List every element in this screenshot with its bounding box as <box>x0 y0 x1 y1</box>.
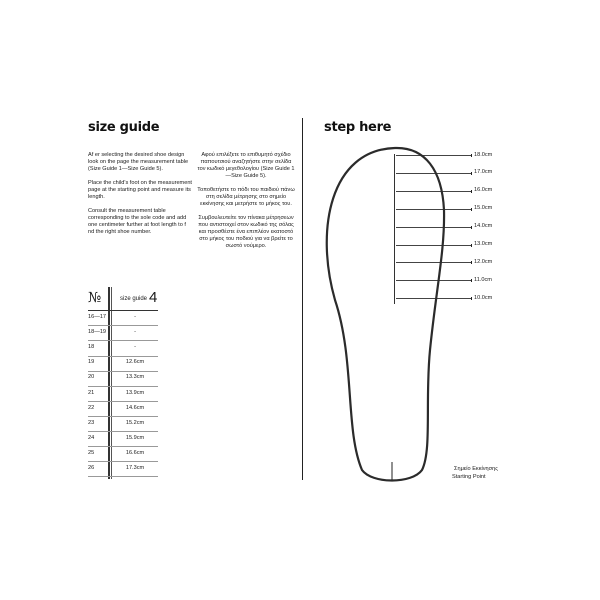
size-guide-number: 4 <box>149 289 158 306</box>
scale-label: 17.0cm <box>474 169 493 176</box>
size-guide-label: size guide <box>120 296 148 302</box>
step-here-title: step here <box>324 120 392 135</box>
english-paragraph: Af er selecting the desired shoe design look on the page the measurement table (Size Guide 1—Size Guide 5). <box>88 152 189 172</box>
english-paragraph: Place the child's foot on the measurement page at the starting point and measure its length. <box>88 180 192 200</box>
length-cell: 14.6cm <box>125 404 145 411</box>
size-cell: 21 <box>88 389 95 396</box>
length-cell: 13.3cm <box>125 374 145 381</box>
starting-point-greek: Σημείο Εκκίνησης <box>454 466 498 472</box>
scale-label: 14.0cm <box>474 223 493 230</box>
length-cell: 16.6cm <box>125 449 145 456</box>
size-cell: 26 <box>88 465 95 471</box>
scale-label: 16.0cm <box>474 187 493 194</box>
length-cell: - <box>134 344 136 351</box>
length-cell: - <box>134 314 136 320</box>
sole-outline-path <box>327 148 444 481</box>
scale-label: 10.0cm <box>474 294 493 301</box>
length-cell: 13.9cm <box>125 389 145 396</box>
english-paragraph: Consult the measurement table corresponding to the sole code and add one centimeter further at foot length to f nd the right shoe number. <box>88 208 187 235</box>
size-cell: 18 <box>88 344 95 351</box>
greek-paragraph: Τοποθετήστε το πόδι του παιδιού πάνω στη σελίδα μέτρησης στο σημείο εκκίνησης και μετρήστε το μήκος του. <box>197 187 295 207</box>
size-cell: 24 <box>88 434 95 441</box>
length-cell: - <box>134 329 136 336</box>
length-cell: 12.6cm <box>125 359 145 366</box>
scale-label: 15.0cm <box>474 205 493 212</box>
length-cell: 15.9cm <box>125 434 145 441</box>
scale-label: 18.0cm <box>474 151 493 158</box>
length-cell: 17.3cm <box>125 465 145 471</box>
size-guide-title: size guide <box>88 120 160 135</box>
scale-label: 13.0cm <box>474 241 493 247</box>
size-cell: 22 <box>88 404 95 411</box>
size-cell: 20 <box>88 374 95 381</box>
size-cell: 23 <box>88 419 95 426</box>
greek-paragraph: Συμβουλευτείτε τον πίνακα μέτρησεων που αντιστοιχεί στον κωδικό της σόλας και προσθέστε ένα επιπλέον εκατοστό στο μήκος του ποδιού για να βρείτε το σωστό νούμερο. <box>198 215 294 249</box>
size-cell: 25 <box>88 449 95 456</box>
scale-label: 11.0cm <box>474 276 492 283</box>
starting-point-english: Starting Point <box>452 474 486 480</box>
scale-label: 12.0cm <box>474 258 493 265</box>
size-cell: 16—17 <box>88 314 107 320</box>
greek-paragraph: Αφού επιλέξετε το επιθυμητό σχέδιο παπουτσιού αναζητήστε στην σελίδα τον κωδικό μεγεθολογίου (Size Guide 1—Size Guide 5). <box>197 152 295 179</box>
length-cell: 15.2cm <box>125 419 145 426</box>
number-symbol: № <box>88 290 102 306</box>
size-cell: 18—19 <box>88 329 107 336</box>
size-cell: 19 <box>88 359 95 366</box>
